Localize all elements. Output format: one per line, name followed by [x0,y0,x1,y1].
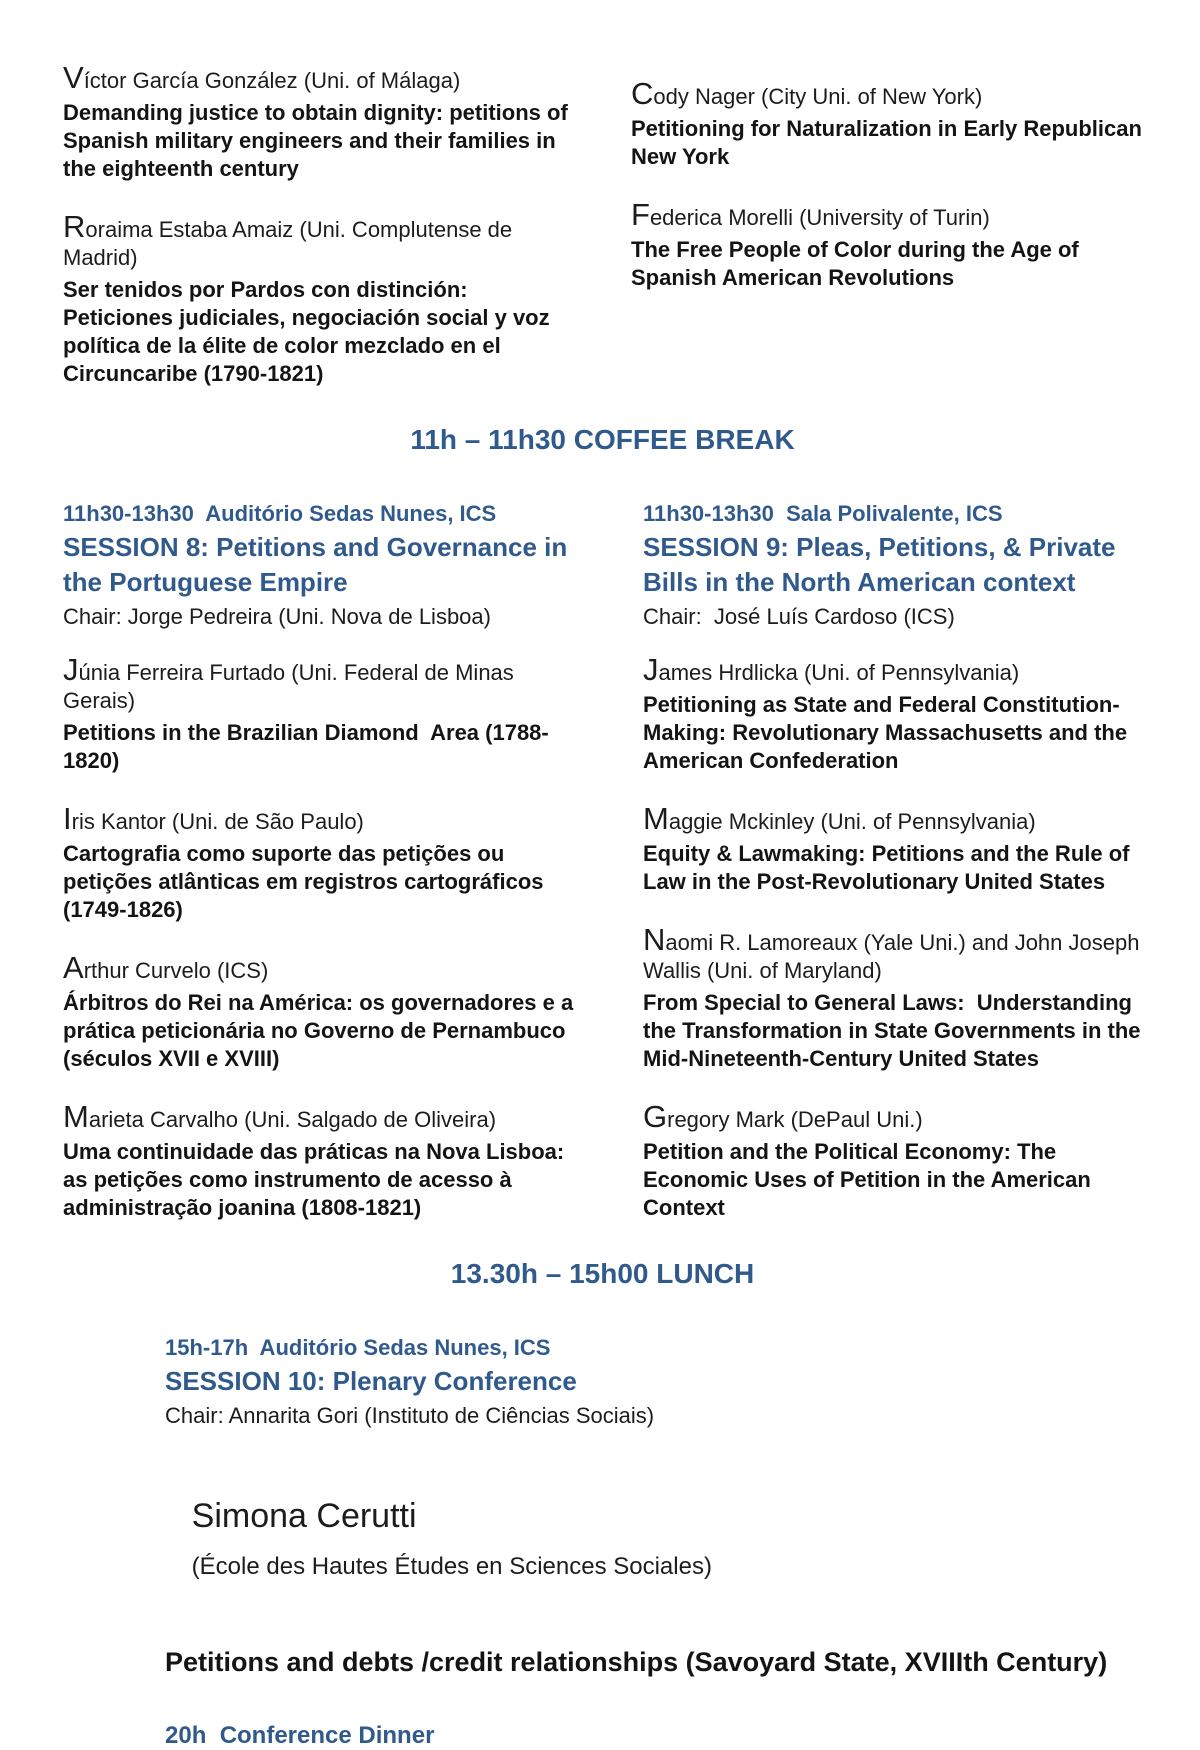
speaker-name: Maggie Mckinley (Uni. of Pennsylvania) [643,801,1036,836]
talk-title: Petitioning for Naturalization in Early Republican New York [631,116,1149,169]
session-chair: Chair: Jorge Pedreira (Uni. Nova de Lisboa) [63,604,491,629]
talk-title: Uma continuidade das práticas na Nova Lisboa: as petições como instrumento de acesso à administração joanina (1808-1821) [63,1139,571,1220]
paper-entry [63,209,576,388]
paper-entry [643,922,1147,1073]
talk-title: Petition and the Political Economy: The Economic Uses of Petition in the American Context [643,1139,1097,1220]
speaker-name: Federica Morelli (University of Turin) [631,197,990,232]
session-time-venue: 11h30-13h30 Sala Polivalente, ICS [643,501,1003,526]
paper-entry [63,652,576,775]
plenary-speaker-name: Simona Cerutti [191,1497,417,1535]
session-9-column [631,500,1147,1222]
speaker-name: James Hrdlicka (Uni. of Pennsylvania) [643,652,1020,687]
speaker-name: Júnia Ferreira Furtado (Uni. Federal de Minas Gerais) [63,652,520,713]
speaker-name: Gregory Mark (DePaul Uni.) [643,1099,923,1134]
speaker-name: Arthur Curvelo (ICS) [63,950,269,985]
talk-title: Demanding justice to obtain dignity: petitions of Spanish military engineers and their families in the eighteenth century [63,100,574,181]
paper-entry [63,950,580,1073]
morning-right-column [631,64,1149,388]
paper-entry [631,197,1142,292]
speaker-name: Roraima Estaba Amaiz (Uni. Complutense de Madrid) [63,209,519,270]
paper-entry [631,76,1149,171]
session-chair: Chair: Annarita Gori (Instituto de Ciências Sociais) [165,1403,655,1428]
session-10-section [165,1334,1142,1750]
session-8-column [63,500,631,1222]
speaker-name: Marieta Carvalho (Uni. Salgado de Oliveira) [63,1099,497,1134]
session-title: SESSION 9: Pleas, Petitions, & Private Bills in the North American context [643,532,1123,597]
coffee-break-heading: 11h – 11h30 COFFEE BREAK [410,424,795,455]
plenary-speaker-affiliation: (École des Hautes Études en Sciences Sociales) [191,1553,712,1580]
session-title: SESSION 8: Petitions and Governance in the Portuguese Empire [63,532,575,597]
paper-entry [63,1099,576,1222]
lunch-heading: 13.30h – 15h00 LUNCH [450,1258,755,1289]
session-title: SESSION 10: Plenary Conference [165,1366,577,1396]
talk-title: From Special to General Laws: Understanding the Transformation in State Governments in the Mid-Nineteenth-Century United States [643,990,1147,1071]
paper-entry [643,801,1142,896]
paper-entry [643,1099,1142,1222]
session-8-header [63,500,576,632]
speaker-name: Víctor García González (Uni. of Málaga) [63,60,461,95]
talk-title: Árbitros do Rei na América: os governadores e a prática peticionária no Governo de Pernambuco (séculos XVII e XVIII) [63,990,580,1071]
morning-left-column [63,60,631,388]
paper-entry [63,801,576,924]
talk-title: The Free People of Color during the Age of Spanish American Revolutions [631,237,1085,290]
talk-title: Petitions in the Brazilian Diamond Area (1788-1820) [63,720,549,773]
conference-dinner-line: 20h Conference Dinner [165,1722,435,1749]
talk-title: Cartografia como suporte das petições ou petições atlânticas em registros cartográficos (1749-1826) [63,841,550,922]
speaker-name: Naomi R. Lamoreaux (Yale Uni.) and John Joseph Wallis (Uni. of Maryland) [643,922,1146,983]
plenary-speaker-line [165,1457,1142,1636]
session-9-header [643,500,1142,632]
session-chair: Chair: José Luís Cardoso (ICS) [643,604,955,629]
speaker-name: Iris Kantor (Uni. de São Paulo) [63,801,364,836]
speaker-name: Cody Nager (City Uni. of New York) [631,76,983,111]
talk-title: Equity & Lawmaking: Petitions and the Rule of Law in the Post-Revolutionary United States [643,841,1136,894]
paper-entry [643,652,1142,775]
morning-papers-section [63,60,1149,388]
session-time-venue: 11h30-13h30 Auditório Sedas Nunes, ICS [63,501,497,526]
talk-title: Petitioning as State and Federal Constitution-Making: Revolutionary Massachusetts and the American Confederation [643,692,1133,773]
session-time-venue: 15h-17h Auditório Sedas Nunes, ICS [165,1335,551,1360]
parallel-sessions-section [63,500,1147,1222]
plenary-talk-title: Petitions and debts /credit relationships (Savoyard State, XVIIIth Century) [165,1647,1108,1677]
paper-entry [63,60,576,183]
talk-title: Ser tenidos por Pardos con distinción: Peticiones judiciales, negociación social y voz política de la élite de color mezclado en el Circuncaribe (1790-1821) [63,277,556,386]
session-10-header [165,1334,1142,1431]
